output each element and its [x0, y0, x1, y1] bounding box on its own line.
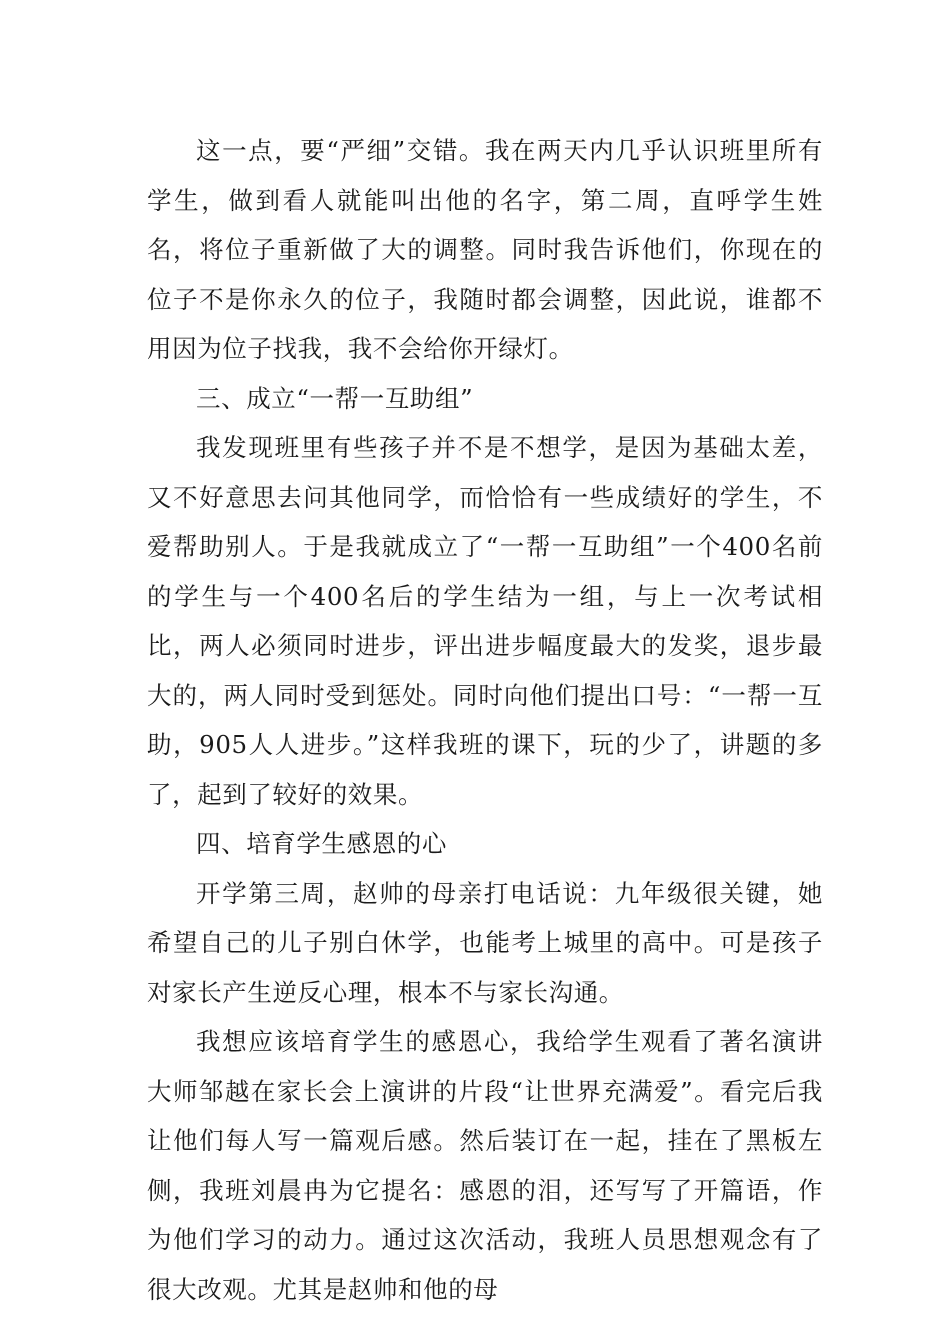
- section-heading-mutual-help: 三、成立“一帮一互助组”: [196, 383, 474, 413]
- document-body: [147, 126, 823, 1314]
- paragraph-mutual-help-groups: 我发现班里有些孩子并不是不想学，是因为基础太差，又不好意思去问其他同学，而恰恰有一些成绩好的学生，不爱帮助别人。于是我就成立了“一帮一互助组”一个400名前的学生与一个400名后的学生结为一组，与上一次考试相比，两人必须同时进步，评出进步幅度最大的发奖，退步最大的，两人同时受到惩处。同时向他们提出口号：“一帮一互助，905人人进步。”这样我班的课下，玩的少了，讲题的多了，起到了较好的效果。: [147, 433, 823, 809]
- paragraph-gratitude-activity: 我想应该培育学生的感恩心，我给学生观看了著名演讲大师邹越在家长会上演讲的片段“让世界充满爱”。看完后我让他们每人写一篇观后感。然后装订在一起，挂在了黑板左侧，我班刘晨冉为它提名：感恩的泪，还写写了开篇语，作为他们学习的动力。通过这次活动，我班人员思想观念有了很大改观。尤其是赵帅和他的母: [147, 1027, 823, 1304]
- paragraph-parent-call: 开学第三周，赵帅的母亲打电话说：九年级很关键，她希望自己的儿子别白休学，也能考上城里的高中。可是孩子对家长产生逆反心理，根本不与家长沟通。: [147, 878, 823, 1007]
- section-heading-gratitude: 四、培育学生感恩的心: [196, 829, 447, 858]
- paragraph-seat-arrangement: 这一点，要“严细”交错。我在两天内几乎认识班里所有学生，做到看人就能叫出他的名字，第二周，直呼学生姓名，将位子重新做了大的调整。同时我告诉他们，你现在的位子不是你永久的位子，我随时都会调整，因此说，谁都不用因为位子找我，我不会给你开绿灯。: [147, 136, 823, 363]
